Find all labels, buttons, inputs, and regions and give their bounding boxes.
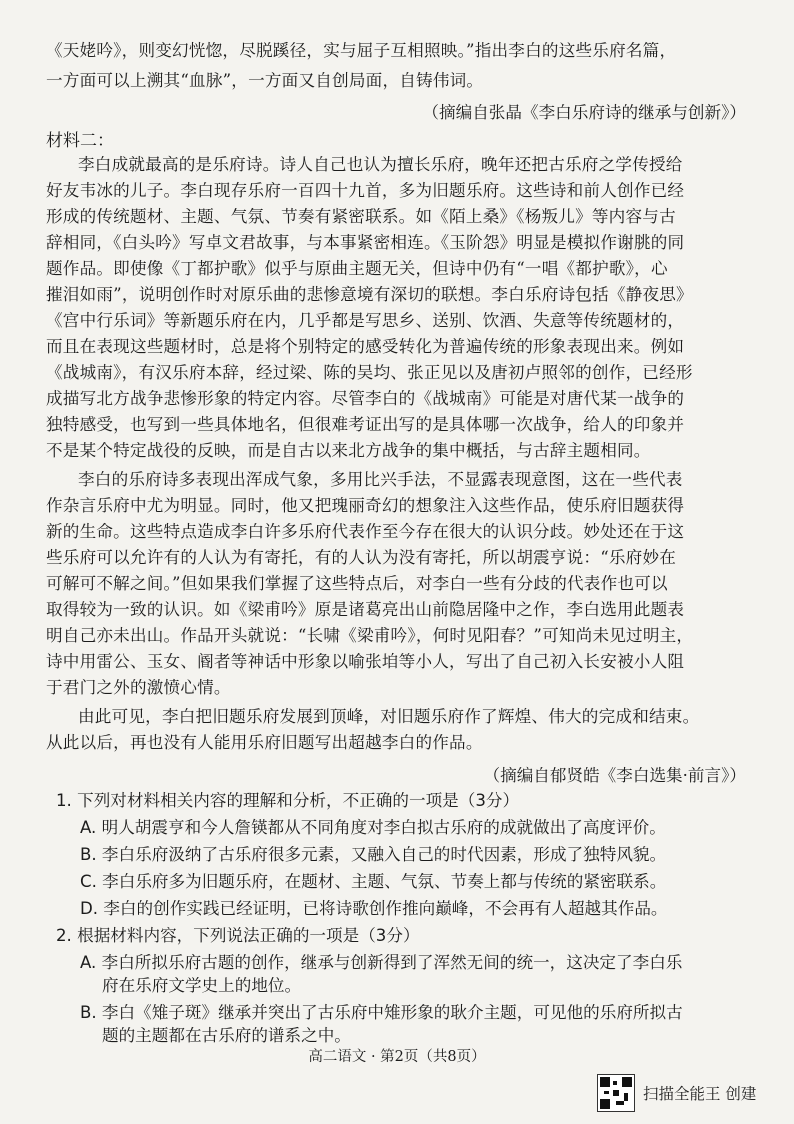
scanner-watermark: [597, 1074, 756, 1112]
page-footer: 高二语文 · 第2页（共8页）: [308, 1049, 486, 1065]
para2-line: 新的生命。这些特点造成李白许多乐府代表作至今存在很大的认识分歧。妙处还在于这: [46, 522, 685, 541]
para2-line: 于君门之外的激愤心情。: [46, 678, 231, 697]
qr-code-icon: [597, 1074, 635, 1112]
para2-line: 诗中用雷公、玉女、阍者等神话中形象以喻张垍等小人，写出了自己初入长安被小人阻: [46, 652, 685, 671]
material-two-heading: 材料二：: [46, 131, 114, 151]
para1-line: 李白成就最高的是乐府诗。诗人自己也认为擅长乐府，晚年还把古乐府之学传授给: [78, 155, 683, 174]
para2-line: 些乐府可以允许有的人认为有寄托，有的人认为没有寄托，所以胡震亨说：“乐府妙在: [46, 548, 677, 567]
question-1-option-a[interactable]: A. 明人胡震亨和今人詹锳都从不同角度对李白拟古乐府的成就做出了高度评价。: [80, 818, 666, 837]
para1-line: 《宫中行乐词》等新题乐府在内，几乎都是写思乡、送别、饮酒、失意等传统题材的，: [46, 311, 685, 330]
para1-line: 不是某个特定战役的反映，而是自古以来北方战争的集中概括，与古辞主题相同。: [46, 441, 651, 460]
para3-line: 从此以后，再也没有人能用乐府旧题写出超越李白的作品。: [46, 733, 483, 752]
intro-line-2: 一方面可以上溯其“血脉”，一方面又自创局面，自铸伟词。: [46, 71, 484, 90]
para1-line: 成描写北方战争悲惨形象的特定内容。尽管李白的《战城南》可能是对唐代某一战争的: [46, 389, 685, 408]
question-2-option-a[interactable]: A. 李白所拟乐府古题的创作，继承与创新得到了浑然无间的统一，这决定了李白乐: [80, 953, 683, 972]
para1-line: 题作品。即使像《丁都护歌》似乎与原曲主题无关，但诗中仍有“一唱《都护歌》，心: [46, 259, 668, 278]
para2-line: 明自己亦未出山。作品开头就说：“长啸《梁甫吟》，何时见阳春？”可知尚未见过明主，: [46, 626, 694, 645]
question-1-option-c[interactable]: C. 李白乐府多为旧题乐府，在题材、主题、气氛、节奏上都与传统的紧密联系。: [80, 872, 667, 891]
para1-line: 独特感受，也写到一些具体地名，但很难考证出写的是具体哪一次战争，给人的印象并: [46, 415, 685, 434]
para1-line: 形成的传统题材、主题、气氛、节奏有紧密联系。如《陌上桑》《杨叛儿》等内容与古: [46, 207, 676, 226]
para2-line: 作杂言乐府中尤为明显。同时，他又把瑰丽奇幻的想象注入这些作品，使乐府旧题获得: [46, 496, 685, 515]
para1-line: 而且在表现这些题材时，总是将个别特定的感受转化为普遍传统的形象表现出来。例如: [46, 337, 685, 356]
question-2-option-b-cont: 题的主题都在古乐府的谱系之中。: [102, 1026, 351, 1045]
para1-line: 辞相同，《白头吟》写卓文君故事，与本事紧密相连。《玉阶怨》明显是模拟作谢朓的同: [46, 233, 685, 252]
source-citation-1: （摘编自张晶《李白乐府诗的继承与创新》）: [422, 103, 746, 122]
intro-line-1: 《天姥吟》，则变幻恍惚，尽脱蹊径，实与屈子互相照映。”指出李白的这些乐府名篇，: [46, 41, 677, 60]
para2-line: 取得较为一致的认识。如《梁甫吟》原是诸葛亮出山前隐居隆中之作，李白选用此题表: [46, 600, 685, 619]
para2-line: 可解可不解之间。”但如果我们掌握了这些特点后，对李白一些有分歧的代表作也可以: [46, 574, 668, 593]
para3-line: 由此可见，李白把旧题乐府发展到顶峰，对旧题乐府作了辉煌、伟大的完成和结束。: [78, 707, 700, 726]
para1-line: 《战城南》，有汉乐府本辞，经过梁、陈的吴均、张正见以及唐初卢照邻的创作，已经形: [46, 363, 693, 382]
para2-line: 李白的乐府诗多表现出浑成气象，多用比兴手法，不显露表现意图，这在一些代表: [78, 470, 683, 489]
question-2-option-a-cont: 府在乐府文学史上的地位。: [102, 976, 302, 995]
para1-line: 好友韦冰的儿子。李白现存乐府一百四十九首，多为旧题乐府。这些诗和前人创作已经: [46, 181, 685, 200]
scanner-label: 扫描全能王 创建: [643, 1085, 757, 1103]
question-1-option-d[interactable]: D. 李白的创作实践已经证明，已将诗歌创作推向巅峰，不会再有人超越其作品。: [80, 899, 668, 918]
question-2-stem: 2. 根据材料内容，下列说法正确的一项是（3分）: [56, 926, 420, 945]
question-1-stem: 1. 下列对材料相关内容的理解和分析，不正确的一项是（3分）: [56, 791, 520, 810]
source-citation-2: （摘编自郁贤皓《李白选集·前言》）: [483, 766, 746, 785]
question-2-option-b[interactable]: B. 李白《雉子斑》继承并突出了古乐府中雉形象的耿介主题，可见他的乐府所拟古: [80, 1003, 683, 1022]
para1-line: 摧泪如雨”，说明创作时对原乐曲的悲惨意境有深切的联想。李白乐府诗包括《静夜思》: [46, 285, 693, 304]
question-1-option-b[interactable]: B. 李白乐府汲纳了古乐府很多元素，又融入自己的时代因素，形成了独特风貌。: [80, 845, 667, 864]
